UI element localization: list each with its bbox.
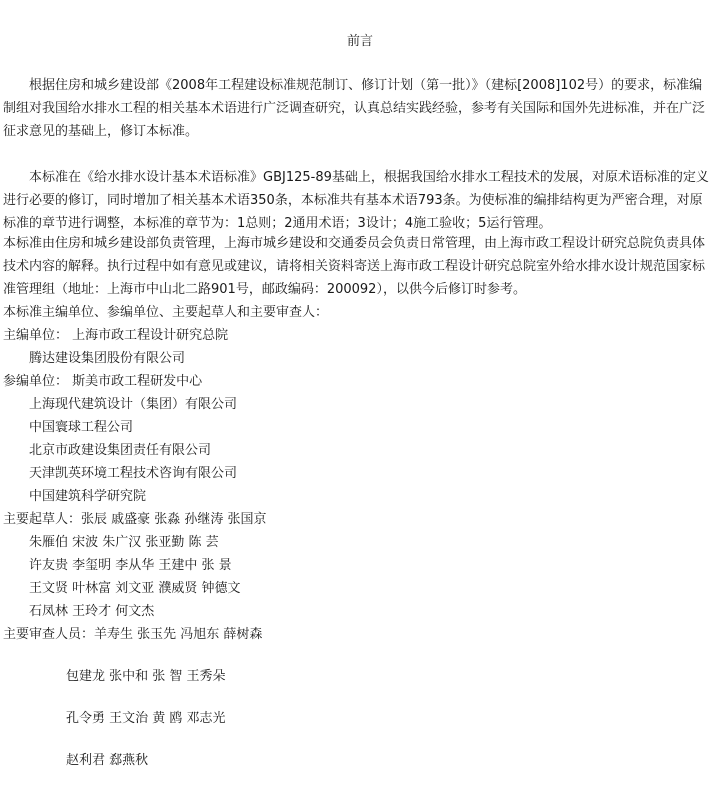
drafters-label: 主要起草人：: [3, 512, 82, 527]
participating-unit: 斯美市政工程研发中心: [72, 374, 203, 389]
chief-unit: 上海市政工程设计研究总院: [72, 328, 229, 343]
paragraph-3: 本标准由住房和城乡建设部负责管理，上海市城乡建设和交通委员会负责日常管理，由上海市政工程设计研究总院负责具体技术内容的解释。执行过程中如有意见或建议，请将相关资料寄送上海市政工程设计研究总院室外给水排水设计规范国家标准管理组（地址：上海市中山北二路901号，邮政编码：200092），以供今后修订时参考。: [3, 236, 706, 297]
participating-unit: 中国寰球工程公司: [29, 420, 134, 435]
chief-units-row: [3, 324, 228, 347]
drafter-names: 石凤林 王玲才 何文杰: [29, 604, 155, 619]
participating-unit: 中国建筑科学研究院: [29, 489, 147, 504]
participating-units-row: [3, 370, 202, 393]
participating-unit: 上海现代建筑设计（集团）有限公司: [29, 397, 238, 412]
drafters-row: [3, 508, 267, 531]
drafter-names: 朱雁伯 宋波 朱广汉 张亚勤 陈 芸: [29, 535, 219, 550]
drafter-names: 许友贵 李玺明 李从华 王建中 张 景: [29, 558, 232, 573]
drafter-names: 张辰 戚盛豪 张淼 孙继涛 张国京: [81, 512, 267, 527]
reviewer-names: 羊寿生 张玉先 冯旭东 薛树森: [94, 627, 263, 642]
reviewers-label: 主要审查人员：: [3, 627, 95, 642]
chief-units-label: 主编单位：: [3, 328, 69, 343]
reviewer-names: 包建龙 张中和 张 智 王秀朵: [66, 669, 226, 684]
reviewer-names: 赵利君 郄燕秋: [66, 753, 149, 768]
participating-unit: 天津凯英环境工程技术咨询有限公司: [29, 466, 238, 481]
reviewers-row: [3, 623, 262, 646]
participating-unit: 北京市政建设集团责任有限公司: [29, 443, 212, 458]
page-title: 前言: [346, 34, 373, 49]
chief-unit: 腾达建设集团股份有限公司: [29, 351, 186, 366]
reviewer-names: 孔令勇 王文治 黄 鸥 邓志光: [66, 711, 226, 726]
paragraph-1: 根据住房和城乡建设部《2008年工程建设标准规范制订、修订计划（第一批）》（建标[2008]102号）的要求，标准编制组对我国给水排水工程的相关基本术语进行广泛调查研究，认真总结实践经验，参考有关国际和国外先进标准，并在广泛征求意见的基础上，修订本标准。: [3, 78, 706, 139]
participating-units-label: 参编单位：: [3, 374, 69, 389]
paragraph-2: 本标准在《给水排水设计基本术语标准》GBJ125-89基础上，根据我国给水排水工程技术的发展，对原术语标准的定义进行必要的修订，同时增加了相关基本术语350条，本标准共有基本术语793条。为使标准的编排结构更为严密合理，对原标准的章节进行调整，本标准的章节为：1总则；2通用术语；3设计；4施工验收；5运行管理。: [3, 170, 709, 231]
intro-line: 本标准主编单位、参编单位、主要起草人和主要审查人：: [3, 305, 329, 320]
drafter-names: 王文贤 叶林富 刘文亚 濮威贤 钟德文: [29, 581, 241, 596]
